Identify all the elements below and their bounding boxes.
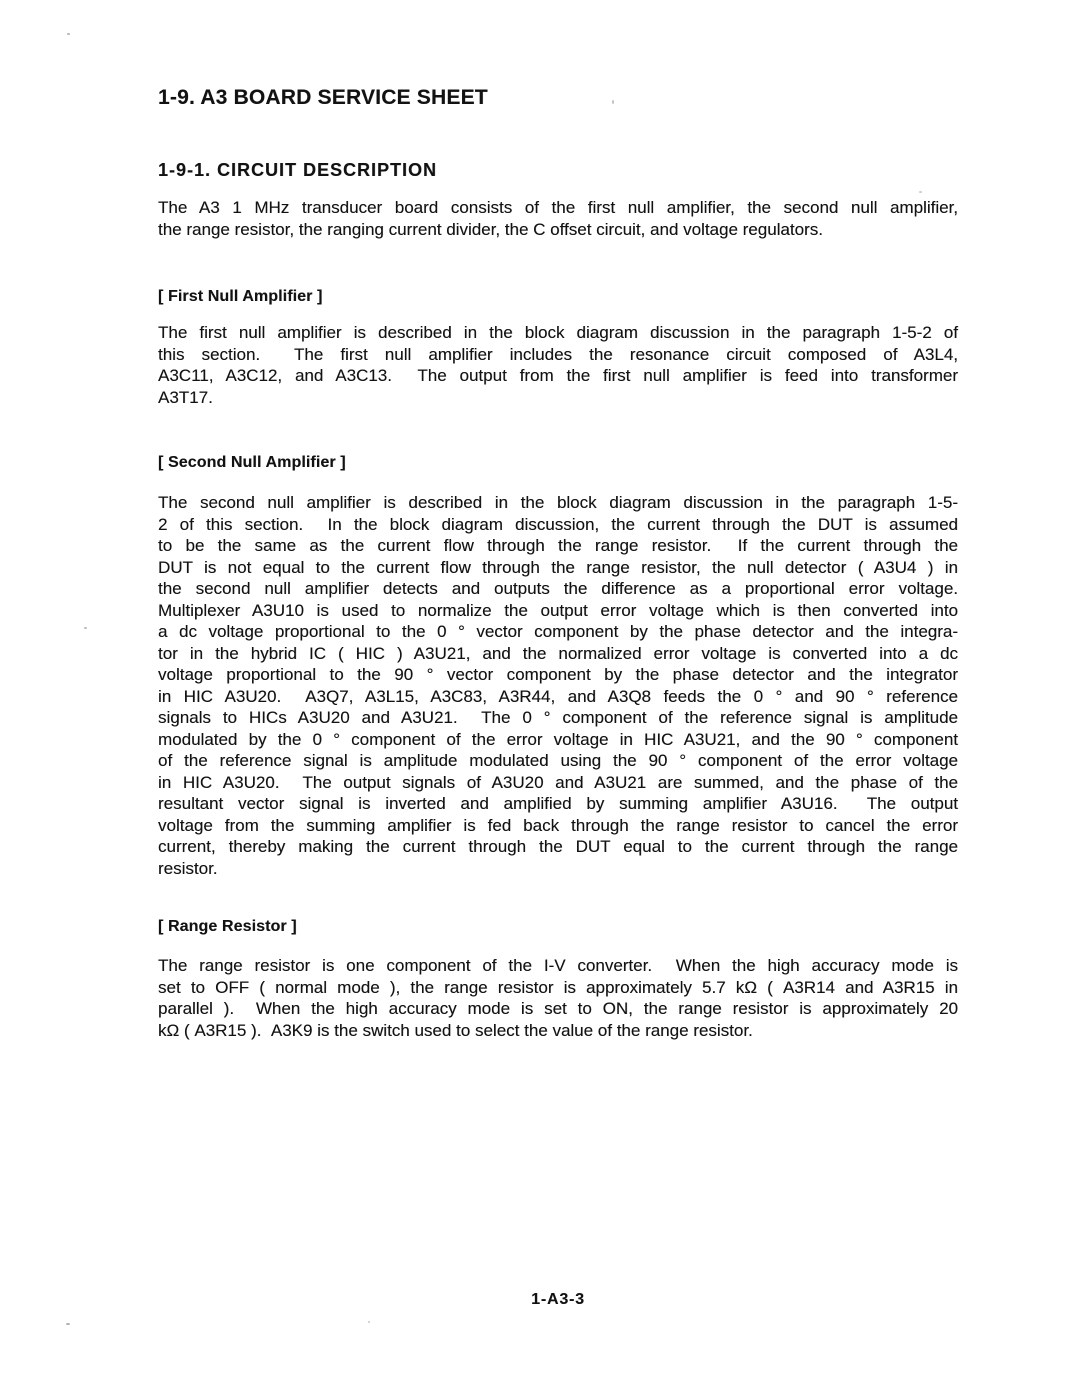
intro-paragraph bbox=[158, 197, 958, 240]
text-line: parallel ). When the high accuracy mode is set to ON, the range resistor is approximately 20 bbox=[158, 999, 958, 1018]
text-line: voltage proportional to the 90 ° vector component by the phase detector and the integrator bbox=[158, 665, 958, 684]
text-line: A3C11, A3C12, and A3C13. The output from the first null amplifier is feed into transformer bbox=[158, 366, 958, 385]
text-line: this section. The first null amplifier includes the resonance circuit composed of A3L4, bbox=[158, 344, 958, 364]
paragraph-range-resistor bbox=[158, 955, 958, 1041]
text-line: The first null amplifier is described in the block diagram discussion in the paragraph 1-5-2 of bbox=[158, 323, 958, 342]
text-line: tor in the hybrid IC ( HIC ) A3U21, and the normalized error voltage is converted into a dc bbox=[158, 643, 958, 663]
text-line: A3T17. bbox=[158, 387, 213, 407]
text-line: The range resistor is one component of the I-V converter. When the high accuracy mode is bbox=[158, 956, 958, 975]
text-line: to be the same as the current flow through the range resistor. If the current through the bbox=[158, 536, 958, 555]
text-line: the second null amplifier detects and outputs the difference as a proportional error voltage. bbox=[158, 579, 958, 598]
scan-speck bbox=[919, 191, 922, 193]
scan-speck bbox=[66, 1323, 70, 1325]
text-line: in HIC A3U20. The output signals of A3U20 and A3U21 are summed, and the phase of the bbox=[158, 772, 958, 792]
subsection-heading-range-resistor: [ Range Resistor ] bbox=[158, 918, 297, 935]
scan-speck bbox=[67, 33, 70, 35]
text-line: Multiplexer A3U10 is used to normalize the output error voltage which is then converted into bbox=[158, 600, 958, 620]
subsection-heading-first-null-amplifier: [ First Null Amplifier ] bbox=[158, 288, 323, 305]
scan-speck bbox=[612, 100, 614, 104]
page-title: 1-9. A3 BOARD SERVICE SHEET bbox=[158, 86, 488, 109]
text-line: The A3 1 MHz transducer board consists of the first null amplifier, the second null amplifier, bbox=[158, 198, 958, 217]
section-heading-circuit-description: 1-9-1. CIRCUIT DESCRIPTION bbox=[158, 160, 438, 180]
text-line: 2 of this section. In the block diagram discussion, the current through the DUT is assumed bbox=[158, 514, 958, 534]
paragraph-second-null-amplifier bbox=[158, 492, 958, 879]
text-line: resistor. bbox=[158, 858, 218, 878]
text-line: kΩ ( A3R15 ). A3K9 is the switch used to select the value of the range resistor. bbox=[158, 1020, 753, 1040]
text-line: of the reference signal is amplitude modulated using the 90 ° component of the error voltage bbox=[158, 751, 958, 770]
subsection-heading-second-null-amplifier: [ Second Null Amplifier ] bbox=[158, 454, 346, 471]
scan-speck bbox=[84, 627, 87, 629]
text-line: in HIC A3U20. A3Q7, A3L15, A3C83, A3R44, and A3Q8 feeds the 0 ° and 90 ° reference bbox=[158, 686, 958, 706]
page-number: 1-A3-3 bbox=[531, 1291, 585, 1308]
text-line: resultant vector signal is inverted and amplified by summing amplifier A3U16. The output bbox=[158, 794, 958, 813]
text-line: signals to HICs A3U20 and A3U21. The 0 ° component of the reference signal is amplitude bbox=[158, 708, 958, 727]
scan-speck bbox=[368, 1321, 370, 1323]
text-line: the range resistor, the ranging current divider, the C offset circuit, and voltage regulators. bbox=[158, 219, 823, 239]
text-line: current, thereby making the current through the DUT equal to the current through the range bbox=[158, 837, 958, 856]
text-line: modulated by the 0 ° component of the error voltage in HIC A3U21, and the 90 ° component bbox=[158, 729, 958, 749]
text-line: voltage from the summing amplifier is fed back through the range resistor to cancel the error bbox=[158, 815, 958, 835]
text-line: The second null amplifier is described in the block diagram discussion in the paragraph 1-5- bbox=[158, 493, 958, 512]
text-line: a dc voltage proportional to the 0 ° vector component by the phase detector and the integra- bbox=[158, 622, 958, 641]
paragraph-first-null-amplifier bbox=[158, 322, 958, 408]
text-line: set to OFF ( normal mode ), the range resistor is approximately 5.7 kΩ ( A3R14 and A3R15 in bbox=[158, 977, 958, 997]
text-line: DUT is not equal to the current flow through the range resistor, the null detector ( A3U4 ) in bbox=[158, 557, 958, 577]
